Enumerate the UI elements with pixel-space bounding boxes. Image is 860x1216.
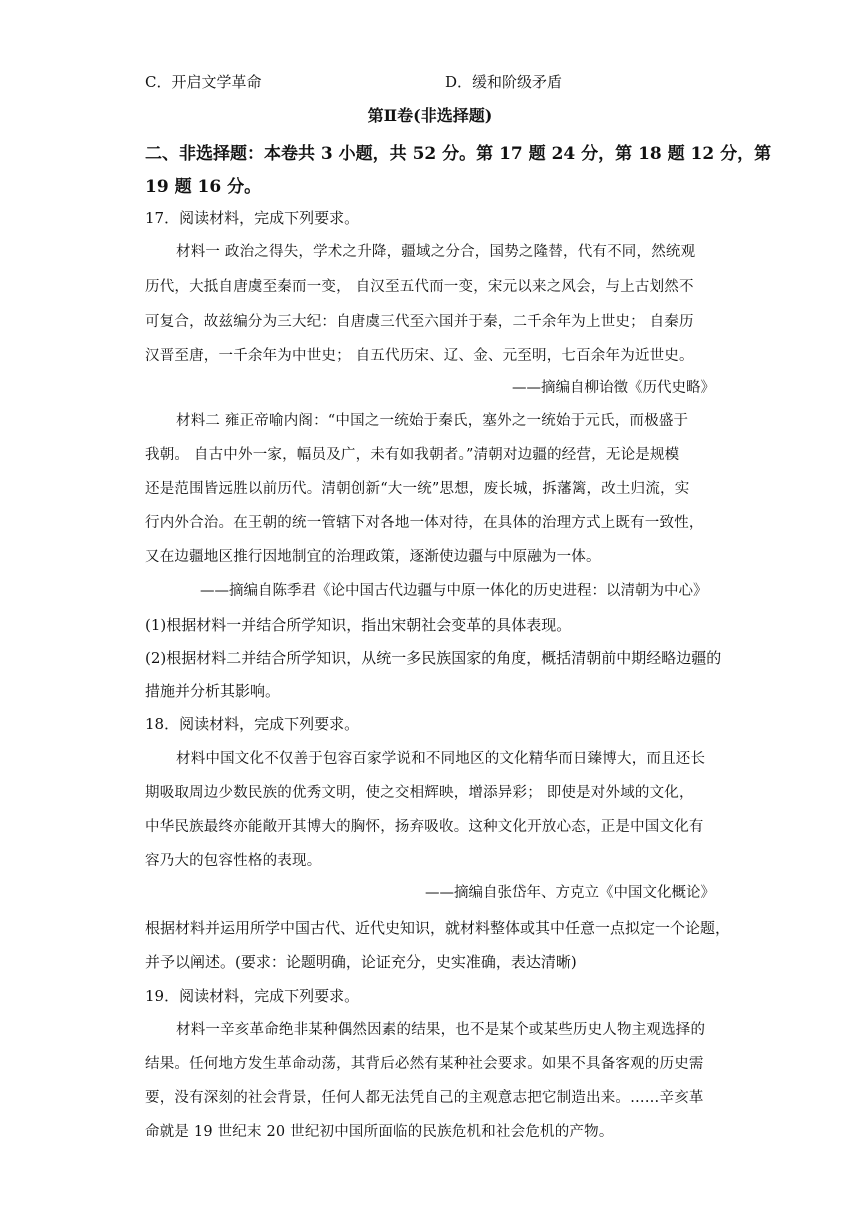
q18-material-line: 材料中国文化不仅善于包容百家学说和不同地区的文化精华而日臻博大，而且还长 xyxy=(176,751,706,767)
q19-material-line: 材料一辛亥革命绝非某种偶然因素的结果，也不是某个或某些历史人物主观选择的 xyxy=(176,1022,706,1038)
q18-ask-line-1: 根据材料并运用所学中国古代、近代史知识，就材料整体或其中任意一点拟定一个论题， xyxy=(145,919,731,937)
answer-options-row xyxy=(145,72,745,92)
q17-material-1-line: 可复合，故兹编分为三大纪：自唐虞三代至六国并于秦，二千余年为上世史； 自秦历 xyxy=(145,314,694,330)
question-17-title: 17．阅读材料，完成下列要求。 xyxy=(145,209,360,227)
q19-material-line: 要，没有深刻的社会背景，任何人都无法凭自己的主观意志把它制造出来。……辛亥革 xyxy=(145,1090,704,1106)
q18-material-source: ——摘编自张岱年、方克立《中国文化概论》 xyxy=(425,885,715,901)
q19-material-line: 结果。任何地方发生革命动荡，其背后必然有某种社会要求。如果不具备客观的历史需 xyxy=(145,1056,704,1072)
question-18-title: 18．阅读材料，完成下列要求。 xyxy=(145,715,360,733)
q17-material-1-source: ——摘编自柳诒徵《历代史略》 xyxy=(512,380,715,396)
q17-material-2-line: 我朝。 自古中外一家，幅员及广，未有如我朝者。”清朝对边疆的经营，无论是规模 xyxy=(145,447,680,463)
section-heading-line-2: 19 题 16 分。 xyxy=(145,177,262,197)
section-heading-line-1: 二、非选择题：本卷共 3 小题，共 52 分。第 17 题 24 分，第 18 题 12 分，第 xyxy=(145,144,772,164)
option-c: C．开启文学革命 xyxy=(145,73,262,91)
part-title: 第Ⅱ卷(非选择题) xyxy=(367,106,493,125)
q17-material-1-line: 历代，大抵自唐虞至秦而一变， 自汉至五代而一变，宋元以来之风会，与上古划然不 xyxy=(145,279,694,295)
q17-ask-2-line-2: 措施并分析其影响。 xyxy=(145,682,281,700)
question-19-title: 19．阅读材料，完成下列要求。 xyxy=(145,987,360,1005)
q18-material-line: 容乃大的包容性格的表现。 xyxy=(145,853,322,869)
q18-material-line: 中华民族最终亦能敞开其博大的胸怀，扬弃吸收。这种文化开放心态，正是中国文化有 xyxy=(145,819,704,835)
q18-ask-line-2: 并予以阐述。(要求：论题明确，论证充分，史实准确，表达清晰) xyxy=(145,953,577,971)
option-d: D．缓和阶级矛盾 xyxy=(445,73,563,91)
q17-ask-1: (1)根据材料一并结合所学知识，指出宋朝社会变革的具体表现。 xyxy=(145,616,572,634)
q17-material-2-line: 材料二 雍正帝喻内阁：“中国之一统始于秦氏，塞外之一统始于元氏，而极盛于 xyxy=(176,413,689,429)
q17-material-2-line: 行内外合治。在王朝的统一管辖下对各地一体对待，在具体的治理方式上既有一致性， xyxy=(145,515,704,531)
q17-ask-2-line-1: (2)根据材料二并结合所学知识，从统一多民族国家的角度，概括清朝前中期经略边疆的 xyxy=(145,649,722,667)
q17-material-2-source: ——摘编自陈季君《论中国古代边疆与中原一体化的历史进程：以清朝为中心》 xyxy=(200,583,708,599)
q17-material-1-line: 汉晋至唐，一千余年为中世史； 自五代历宋、辽、金、元至明，七百余年为近世史。 xyxy=(145,348,694,364)
q19-material-line: 命就是 19 世纪末 20 世纪初中国所面临的民族危机和社会危机的产物。 xyxy=(145,1124,614,1140)
q17-material-1-line: 材料一 政治之得失，学术之升降，疆域之分合，国势之隆替，代有不同，然统观 xyxy=(176,244,696,260)
q17-material-2-line: 还是范围皆远胜以前历代。清朝创新“大一统”思想，废长城，拆藩篱，改土归流，实 xyxy=(145,481,690,497)
q18-material-line: 期吸取周边少数民族的优秀文明，使之交相辉映，增添异彩； 即使是对外域的文化， xyxy=(145,785,694,801)
q17-material-2-line: 又在边疆地区推行因地制宜的治理政策，逐渐使边疆与中原融为一体。 xyxy=(145,549,601,565)
